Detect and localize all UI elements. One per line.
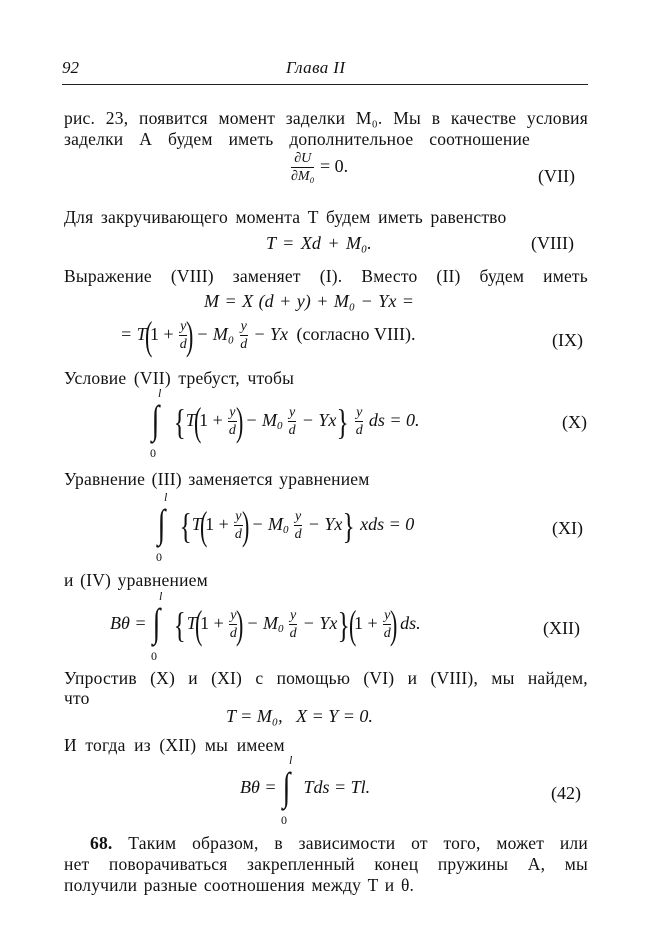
equation-x-label: (X) — [562, 412, 587, 432]
word: Выражение — [64, 266, 152, 286]
equation-vii-rhs: = 0. — [319, 156, 349, 177]
word: Мы — [393, 108, 421, 128]
integral-sign: ∫ l 0 — [280, 753, 293, 827]
equation-viii: T = Xd + M₀. — [266, 233, 372, 253]
equation-42-label: (42) — [551, 783, 581, 803]
word: Упростив — [64, 668, 137, 688]
equation-xi-label: (XI) — [552, 518, 583, 538]
xii-tail: ds. — [400, 613, 421, 634]
paragraph-6: и (IV) уравнением — [64, 570, 208, 590]
word: (VIII), — [430, 668, 479, 688]
word: (X) — [150, 668, 175, 688]
partial-m0: ∂M₀ — [291, 169, 315, 184]
eq42-lhs: Bθ = — [240, 777, 277, 798]
ix-tail: − Yx — [253, 324, 288, 345]
word: конец — [374, 854, 419, 874]
word: пружины — [437, 854, 509, 874]
partial-u: ∂U — [291, 152, 314, 168]
word: помощью — [276, 668, 351, 688]
x-tail: ds = 0. — [368, 410, 420, 431]
word: с — [255, 668, 264, 688]
word: нет — [64, 854, 90, 874]
word: рис. — [64, 108, 96, 128]
word: или — [559, 833, 588, 853]
equation-vii — [290, 152, 348, 184]
paragraph-1-line-2 — [64, 129, 530, 150]
word: иметь — [543, 266, 588, 286]
xi-tail: xds = 0 — [360, 514, 415, 535]
eq42-rhs: Tds = Tl. — [303, 777, 371, 798]
ix-minus-m0: − M₀ — [196, 324, 235, 345]
word: будем — [168, 129, 213, 149]
word: A — [139, 129, 153, 149]
ix-frac-den: d — [179, 337, 187, 352]
word: появится — [139, 108, 208, 128]
word: и — [188, 668, 198, 688]
paragraph-3 — [64, 266, 588, 287]
paragraph-1-line-1 — [64, 108, 588, 129]
word: может — [496, 833, 545, 853]
ix-lead: = T — [120, 324, 147, 345]
word: мы — [564, 854, 588, 874]
equation-m: M = X (d + y) + M₀ − Yx = — [204, 291, 414, 311]
word: (I). — [319, 266, 343, 286]
word: найдем, — [527, 668, 588, 688]
header-rule — [62, 84, 588, 85]
word: заделки — [64, 129, 124, 149]
word: в — [274, 833, 283, 853]
integral-sign: ∫ l 0 — [156, 490, 168, 564]
paragraph-9-line-3: получили разные соотношения между T и θ. — [64, 875, 415, 895]
integral-sign: ∫ l 0 — [150, 589, 163, 663]
word: зависимости — [298, 833, 396, 853]
word: будем — [479, 266, 525, 286]
word: иметь — [228, 129, 274, 149]
word: мы — [491, 668, 515, 688]
word: соотношение — [429, 129, 530, 149]
word: A, — [527, 854, 546, 874]
paragraph-2: Для закручивающего момента T будем иметь равенство — [64, 207, 507, 227]
paragraph-9-line-1 — [90, 833, 588, 854]
word: дополнительное — [289, 129, 414, 149]
equation-x: ∫ l 0 {T(1 + $\frac{y}{d}$ ) − $M_0$ $\frac{y}{d}$ − Yx} $\frac{y}{d}$ ds = 0. — [150, 386, 420, 460]
equation-ix-label: (IX) — [552, 330, 583, 350]
word: (VI) — [363, 668, 395, 688]
ix-note: (согласно VIII). — [296, 324, 416, 345]
integral-sign: ∫ l 0 — [150, 386, 162, 460]
equation-t-m0: T = M₀, X = Y = 0. — [226, 706, 373, 726]
paragraph-7-line-1 — [64, 668, 588, 689]
paragraph-4: Условие (VII) требуст, чтобы — [64, 368, 295, 388]
ix-frac2-num: y — [240, 319, 247, 334]
equation-xii: Bθ = ∫ l 0 {T(1 + $\frac{y}{d}$ ) − $M_0$ $\frac{y}{d}$ − Yx}(1 + $\frac{y}{d}$ ) ds. — [110, 589, 421, 663]
equation-xi: ∫ l 0 {T(1 + $\frac{y}{d}$ ) − $M_0$ $\frac{y}{d}$ − Yx} xds = 0 — [156, 490, 415, 564]
ix-frac-num: y — [180, 319, 187, 334]
ix-one-plus: 1 + — [150, 324, 174, 345]
equation-viii-label: (VIII) — [531, 233, 574, 253]
equation-ix: = T(1 + $\frac{y}{d}$ ) − M₀ $\frac{y}{d}$ − Yx (согласно VIII). — [120, 313, 416, 358]
equation-vii-label: (VII) — [538, 166, 575, 186]
word: заделки — [285, 108, 346, 128]
chapter-title: Глава II — [286, 58, 346, 77]
paragraph-5: Уравнение (III) заменяется уравнением — [64, 469, 370, 489]
section-number: 68. — [90, 833, 113, 853]
equation-xii-label: (XII) — [543, 618, 580, 638]
word: (II) — [436, 266, 461, 286]
word: 23, — [105, 108, 129, 128]
page-number: 92 — [62, 58, 79, 77]
word: качестве — [450, 108, 517, 128]
word: Вместо — [361, 266, 418, 286]
word: (XI) — [211, 668, 243, 688]
word: закрепленный — [247, 854, 355, 874]
word: M₀. — [355, 108, 383, 128]
word: заменяет — [232, 266, 301, 286]
word: в — [431, 108, 441, 128]
paragraph-9-line-2 — [64, 854, 588, 875]
word: поворачиваться — [108, 854, 228, 874]
word: момент — [218, 108, 276, 128]
ix-frac2-den: d — [240, 337, 248, 352]
word: (VIII) — [170, 266, 214, 286]
paragraph-8: И тогда из (XII) мы имеем — [64, 735, 285, 755]
equation-42 — [240, 753, 371, 827]
word: условия — [526, 108, 588, 128]
word: образом, — [192, 833, 259, 853]
paragraph-7-line-2: что — [64, 688, 90, 708]
word: от — [411, 833, 428, 853]
word: и — [407, 668, 418, 688]
word: того, — [443, 833, 481, 853]
word: Таким — [128, 833, 177, 853]
xii-lhs: Bθ = — [110, 613, 147, 634]
